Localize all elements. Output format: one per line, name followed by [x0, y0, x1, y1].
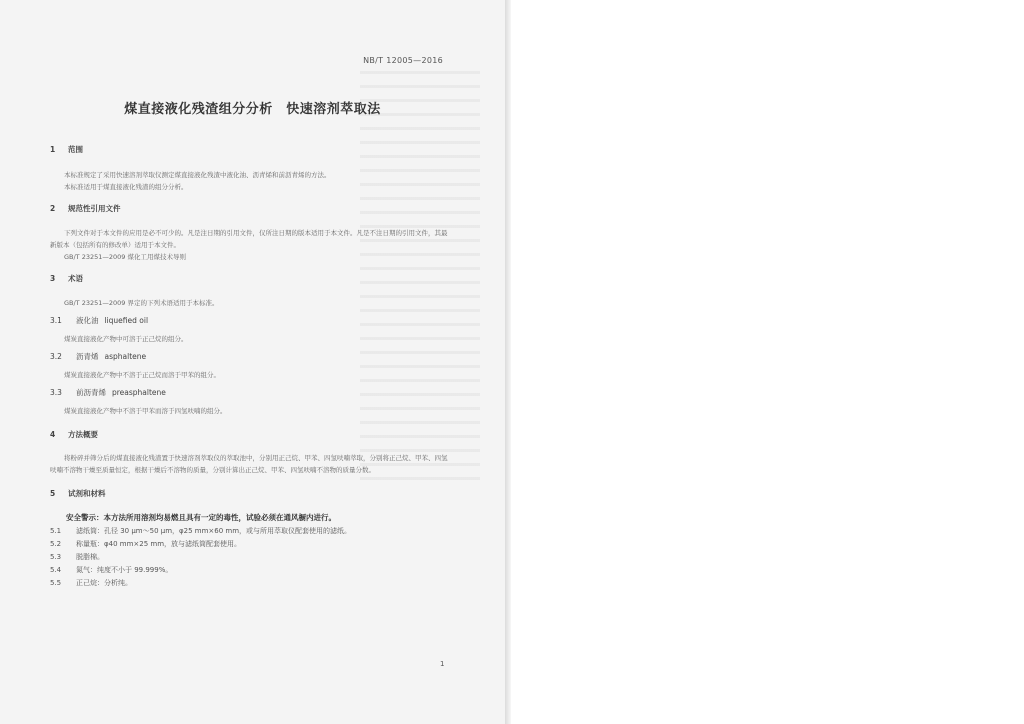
section-heading-2: 2 规范性引用文件 [50, 204, 121, 213]
section-heading-4: 4 方法概要 [50, 430, 98, 439]
term-3-1-definition: 煤炭直接液化产物中可溶于正己烷的组分。 [64, 335, 188, 343]
section-heading-5: 5 试剂和材料 [50, 489, 106, 498]
section-2-paragraph-1: 下列文件对于本文件的应用是必不可少的。凡是注日期的引用文件，仅所注日期的版本适用于本文件。凡是不注日期的引用文件，其最新版本（包括所有的修改单）适用于本文件。 [50, 229, 448, 249]
list-item: 5.4 氮气：纯度不小于 99.999%。 [50, 566, 173, 574]
section-heading-1: 1 范围 [50, 145, 83, 154]
term-3-2-definition: 煤炭直接液化产物中不溶于正己烷而溶于甲苯的组分。 [64, 371, 220, 379]
term-3-3-heading: 3.3 前沥青烯 preasphaltene [50, 388, 166, 397]
list-item: 5.5 正己烷：分析纯。 [50, 579, 132, 587]
standard-code: NB/T 12005—2016 [363, 56, 443, 65]
document-title: 煤直接液化残渣组分分析 快速溶剂萃取法 [124, 102, 381, 117]
safety-warning: 安全警示：本方法所用溶剂均易燃且具有一定的毒性，试验必须在通风橱内进行。 [66, 513, 336, 522]
section-1-paragraph-1: 本标准规定了采用快速溶剂萃取仪测定煤直接液化残渣中液化油、沥青烯和前沥青烯的方法。 [64, 171, 331, 179]
term-3-1-heading: 3.1 液化油 liquefied oil [50, 316, 149, 325]
section-3-paragraph-1: GB/T 23251—2009 界定的下列术语适用于本标准。 [64, 299, 219, 307]
section-4-paragraph-1: 将粉碎并筛分后的煤直接液化残渣置于快速溶剂萃取仪的萃取池中，分别用正己烷、甲苯、四氢呋喃萃取，分别将正己烷、甲苯、四氢呋喃不溶物干燥至质量恒定，根据干燥后不溶物的质量，分别计算出正己烷、甲苯、四氢呋喃不溶物的质量分数。 [50, 454, 448, 474]
document-page [0, 0, 505, 724]
list-item: 5.3 脱脂棉。 [50, 553, 104, 561]
term-3-3-definition: 煤炭直接液化产物中不溶于甲苯而溶于四氢呋喃的组分。 [64, 407, 227, 415]
section-2-reference: GB/T 23251—2009 煤化工用煤技术导则 [64, 253, 187, 261]
list-item: 5.2 称量瓶：φ40 mm×25 mm，放与滤纸筒配套使用。 [50, 540, 242, 548]
list-item: 5.1 滤纸筒：孔径 30 μm～50 μm，φ25 mm×60 mm，或与所用萃取仪配套使用的滤纸。 [50, 527, 352, 535]
page-edge-shadow [505, 0, 511, 724]
section-heading-3: 3 术语 [50, 274, 83, 283]
document-body [50, 144, 450, 590]
page-number: 1 [440, 660, 445, 668]
section-1-paragraph-2: 本标准适用于煤直接液化残渣的组分分析。 [64, 183, 188, 191]
term-3-2-heading: 3.2 沥青烯 asphaltene [50, 352, 147, 361]
